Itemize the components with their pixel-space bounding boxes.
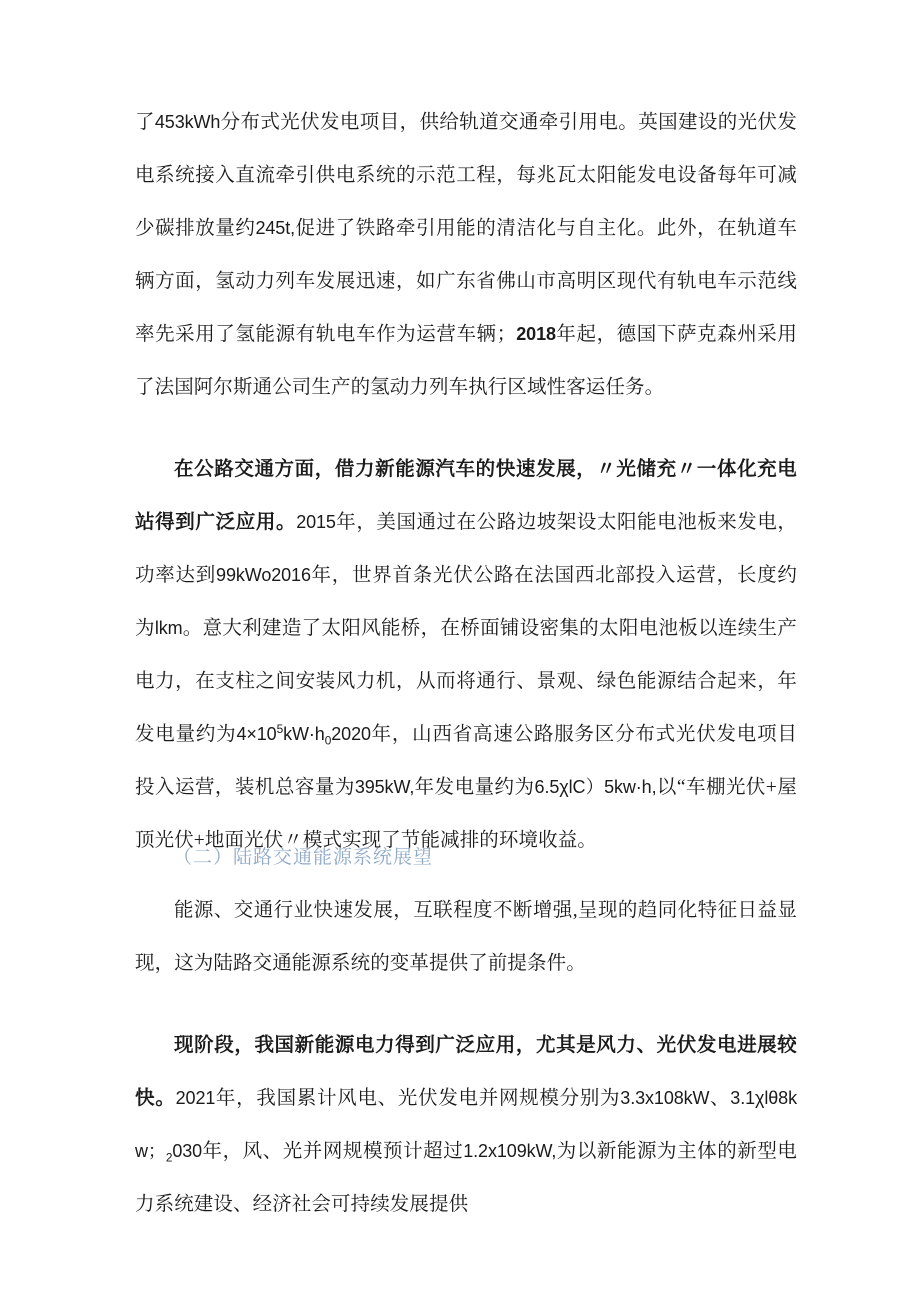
body-paragraph-4 xyxy=(135,1019,797,1231)
p2-value-99kw-2016: 99kWo2016 xyxy=(216,565,311,585)
paragraph-block-1 xyxy=(135,96,797,414)
p2-value-annual-generation xyxy=(236,722,371,748)
p2-value-subscript: 0 xyxy=(324,733,332,748)
paragraph-block-4 xyxy=(135,1019,797,1231)
p2-bold-lead: 在公路交通方面，借力新能源汽车的快速发展，〃光储充〃一体化充电站得到广泛应用。 xyxy=(135,458,797,533)
p4-value-2021: 2021 xyxy=(175,1088,216,1108)
p1-value-2018: 2018 xyxy=(516,324,556,344)
body-paragraph-2 xyxy=(135,443,797,867)
section-heading-2: （二）陆路交通能源系统展望 xyxy=(173,847,434,868)
section-heading-block xyxy=(135,838,797,878)
paragraph-block-2 xyxy=(135,443,797,867)
body-paragraph-1 xyxy=(135,96,797,414)
p1-value-245t: 245t, xyxy=(255,218,296,238)
p1-value-453kwh: 453kWh xyxy=(154,112,221,132)
p2-run-f: 。意大利建造了太阳风能桥，在桥面铺设密集的太阳电池板以连续生产电力，在支柱之间安装风力机，从而将通行、景观、绿色能源结合起来，年发电量约为 xyxy=(135,618,797,745)
p2-value-2015: 2015 xyxy=(296,512,336,532)
p1-run-a: 了 xyxy=(135,112,155,133)
p4-value-2030-forecast: 1.2x109kW, xyxy=(463,1141,557,1161)
p2-value-2020: 2020 xyxy=(331,724,371,744)
p4-run-b: 年，我国累计风电、光伏发电并网规模分别为 xyxy=(215,1088,621,1109)
paragraph-block-3 xyxy=(135,884,797,990)
p1-run-c: 分布式光伏发电项目，供给轨道交通牵引用电。英国建设的光伏发电系统接入直流牵引供电系统的示范工程，每兆瓦太阳能发电设备每年可减少碳排放量约 xyxy=(135,112,797,239)
p2-run-b: 年，美国通过在公路边坡架设太阳能电池板来发电，功率达到 xyxy=(135,512,797,586)
p2-value-base: 4×10 xyxy=(236,724,277,744)
body-paragraph-3: 能源、交通行业快速发展，互联程度不断增强,呈现的趋同化特征日益显现，这为陆路交通能源系统的变革提供了前提条件。 xyxy=(135,900,797,974)
p4-value-solar-capacity: 3.1χlθ8kw； xyxy=(135,1088,797,1161)
p1-run-e: 促进了铁路牵引用能的清洁化与自主化。此外，在轨道车辆方面，氢动力列车发展迅速，如广东省佛山市高明区现代有轨电车示范线率先采用了氢能源有轨电车作为运营车辆； xyxy=(135,218,797,345)
p2-run-j: 年，山西省高速公路服务区分布式光伏发电项目投入运营，装机总容量为 xyxy=(135,724,797,798)
p1-run-g: 年起，德国下萨克森州采用了法国阿尔斯通公司生产的氢动力列车执行区域性客运任务。 xyxy=(135,324,798,398)
p4-bold-lead: 现阶段，我国新能源电力得到广泛应用，尤其是风力、光伏发电进展较快。 xyxy=(135,1034,797,1109)
p4-value-2030 xyxy=(165,1141,203,1165)
p2-value-garbled-generation: 6.5χlC）5kw·h, xyxy=(534,777,657,797)
p2-run-d: 年，世界首条光伏公路在法国西北部投入运营，长度约为 xyxy=(135,565,797,639)
p2-run-n: 以“车棚光伏+屋顶光伏+地面光伏〃模式实现了节能减排的环境收益。 xyxy=(135,777,797,851)
p4-run-h: 年，风、光并网规模预计超过 xyxy=(202,1141,464,1162)
p2-run-l: 年发电量约为 xyxy=(414,777,535,798)
p2-value-1km: lkm xyxy=(154,618,183,638)
p2-value-395kw: 395kW, xyxy=(354,777,415,797)
p4-value-wind-capacity: 3.3x108kW xyxy=(620,1088,710,1108)
p4-run-d: 、 xyxy=(709,1088,731,1109)
p4-value-2030-digits: 030 xyxy=(172,1141,203,1161)
p2-value-exponent: 5 xyxy=(276,722,284,736)
p4-value-2030-subscript: 2 xyxy=(165,1150,173,1165)
p2-value-unit: kW·h xyxy=(283,724,325,744)
p4-run-j: 为以新能源为主体的新型电力系统建设、经济社会可持续发展提供 xyxy=(135,1141,797,1215)
